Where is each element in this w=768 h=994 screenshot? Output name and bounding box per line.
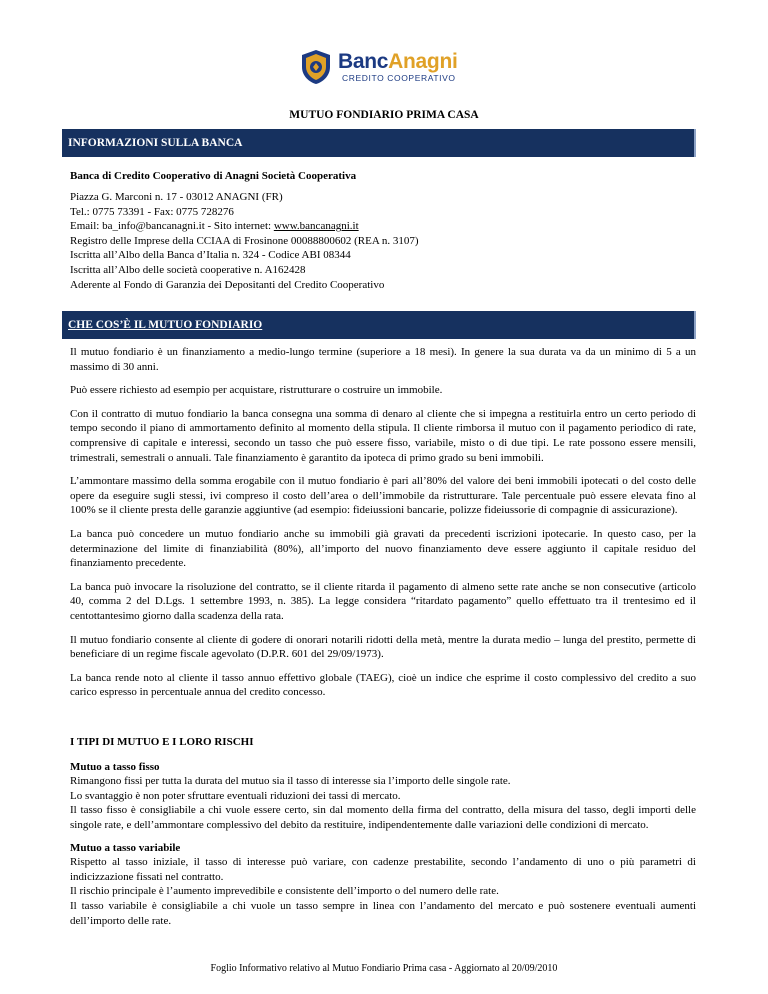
bank-registry: Registro delle Imprese della CCIAA di Frosinone 00088800602 (REA n. 3107) [70, 234, 419, 247]
bank-albo-coop: Iscritta all’Albo delle società cooperative n. A162428 [70, 263, 306, 276]
paragraph: Il mutuo fondiario consente al cliente di godere di onorari notarili ridotti della metà, mentre la durata medio – lunga del prestito, permette di beneficiare di un regime fiscale agevolato (D.P.R. 601 del 29/09/1973). [70, 633, 696, 661]
bank-address: Piazza G. Marconi n. 17 - 03012 ANAGNI (FR) [70, 191, 283, 203]
section-header-what [62, 311, 696, 339]
subheading: Mutuo a tasso fisso [70, 760, 160, 773]
section-header-bank [62, 129, 696, 157]
text-line: Il tasso fisso è consigliabile a chi vuole essere certo, sin dal momento della firma del contratto, della misura del tasso, degli importi delle singole rate, e dell’ammontare complessivo del debito da restituire, indipendentemente dalle variazioni delle condizioni di mercato. [70, 804, 696, 831]
logo-text [338, 51, 458, 83]
text-line: Il rischio principale è l’aumento imprevedibile e consistente dell’importo o del numero delle rate. [70, 885, 499, 898]
paragraph: Il mutuo fondiario è un finanziamento a medio-lungo termine (superiore a 18 mesi). In genere la sua durata va da un minimo di 5 a un massimo di 30 anni. [70, 346, 696, 373]
shield-icon [300, 49, 332, 85]
logo-brand-name: BancAnagni [338, 50, 458, 73]
paragraph: La banca può concedere un mutuo fondiario anche su immobili già gravati da precedenti iscrizioni ipotecarie. In questo caso, per la determinazione del limite di finanziabilità (80%), all’importo del nuovo finanziamento deve essere aggiunto il capitale residuo del finanziamento precedente. [70, 527, 696, 570]
paragraph: La banca rende noto al cliente il tasso annuo effettivo globale (TAEG), cioè un indice che esprime il costo complessivo del credito a suo carico espresso in percentuale annua del credito concesso. [70, 671, 696, 699]
section-what-body [70, 345, 696, 709]
bank-albo-banca: Iscritta all’Albo della Banca d’Italia n. 324 - Codice ABI 08344 [70, 249, 351, 262]
document-title: MUTUO FONDIARIO PRIMA CASA [289, 109, 479, 121]
subheading: Mutuo a tasso variabile [70, 841, 181, 854]
bank-name: Banca di Credito Cooperativo di Anagni Società Cooperativa [70, 170, 357, 182]
website-link[interactable]: www.bancanagni.it [273, 220, 359, 233]
section-heading: INFORMAZIONI SULLA BANCA [68, 137, 243, 149]
bank-contacts [70, 219, 696, 234]
paragraph: Può essere richiesto ad esempio per acquistare, ristrutturare o costruire un immobile. [70, 384, 443, 397]
section-heading: I TIPI DI MUTUO E I LORO RISCHI [70, 736, 254, 748]
bank-logo [300, 48, 458, 86]
section-risks [70, 735, 696, 936]
fixed-rate-group [70, 760, 696, 833]
paragraph: Con il contratto di mutuo fondiario la banca consegna una somma di denaro al cliente che si impegna a restituirla entro un certo periodo di tempo secondo il piano di ammortamento definito al momento della stipula. Il cliente rimborsa il mutuo con il pagamento periodico di rate, comprensive di capitale e interessi, secondo un tasso che può essere fisso, variabile, misto o di due tipi. Le rate possono essere mensili, trimestrali, semestrali o annuali. Tale finanziamento è garantito da ipoteca di primo grado su beni immobili. [70, 407, 696, 464]
text-line: Rimangono fissi per tutta la durata del mutuo sia il tasso di interesse sia l’importo delle singole rate. [70, 775, 511, 788]
variable-rate-group [70, 841, 696, 929]
logo-tagline: CREDITO COOPERATIVO [342, 73, 456, 83]
paragraph: L’ammontare massimo della somma erogabile con il mutuo fondiario è pari all’80% del valore dei beni immobili ipotecati o del costo delle opere da eseguire sugli stessi, ivi compreso il costo dell’area o dell’immobile da ristrutturare. Tale percentuale può essere elevata fino al 100% se il cliente presta delle garanzie aggiuntive (ad esempio: fideiussioni bancarie, polizze fideiussorie di compagnie di assicurazione). [70, 475, 696, 517]
text-line: Rispetto al tasso iniziale, il tasso di interesse può variare, con cadenze prestabilite, secondo l’andamento di uno o più parametri di indicizzazione fissati nel contratto. [70, 856, 696, 883]
text-line: Lo svantaggio è non poter sfruttare eventuali riduzioni dei tassi di mercato. [70, 789, 401, 802]
bank-phone: Tel.: 0775 73391 - Fax: 0775 728276 [70, 205, 234, 218]
bank-fondo: Aderente al Fondo di Garanzia dei Depositanti del Credito Cooperativo [70, 278, 385, 291]
bank-email: Email: ba_info@bancanagni.it - Sito internet: [70, 220, 274, 233]
section-heading: CHE COS’È IL MUTUO FONDIARIO [68, 319, 263, 331]
bank-info [70, 190, 696, 292]
page-footer: Foglio Informativo relativo al Mutuo Fondiario Prima casa - Aggiornato al 20/09/2010 [210, 963, 558, 974]
text-line: Il tasso variabile è consigliabile a chi vuole un tasso sempre in linea con l’andamento del mercato e può sostenere eventuali aumenti dell’importo delle rate. [70, 899, 696, 927]
paragraph: La banca può invocare la risoluzione del contratto, se il cliente ritarda il pagamento di almeno sette rate anche se non consecutive (articolo 40, comma 2 del D.Lgs. 1 settembre 1993, n. 385). La legge considera “ritardato pagamento” quello effettuato tra il trentesimo ed il centottantesimo giorno dalla scadenza della rata. [70, 580, 696, 622]
